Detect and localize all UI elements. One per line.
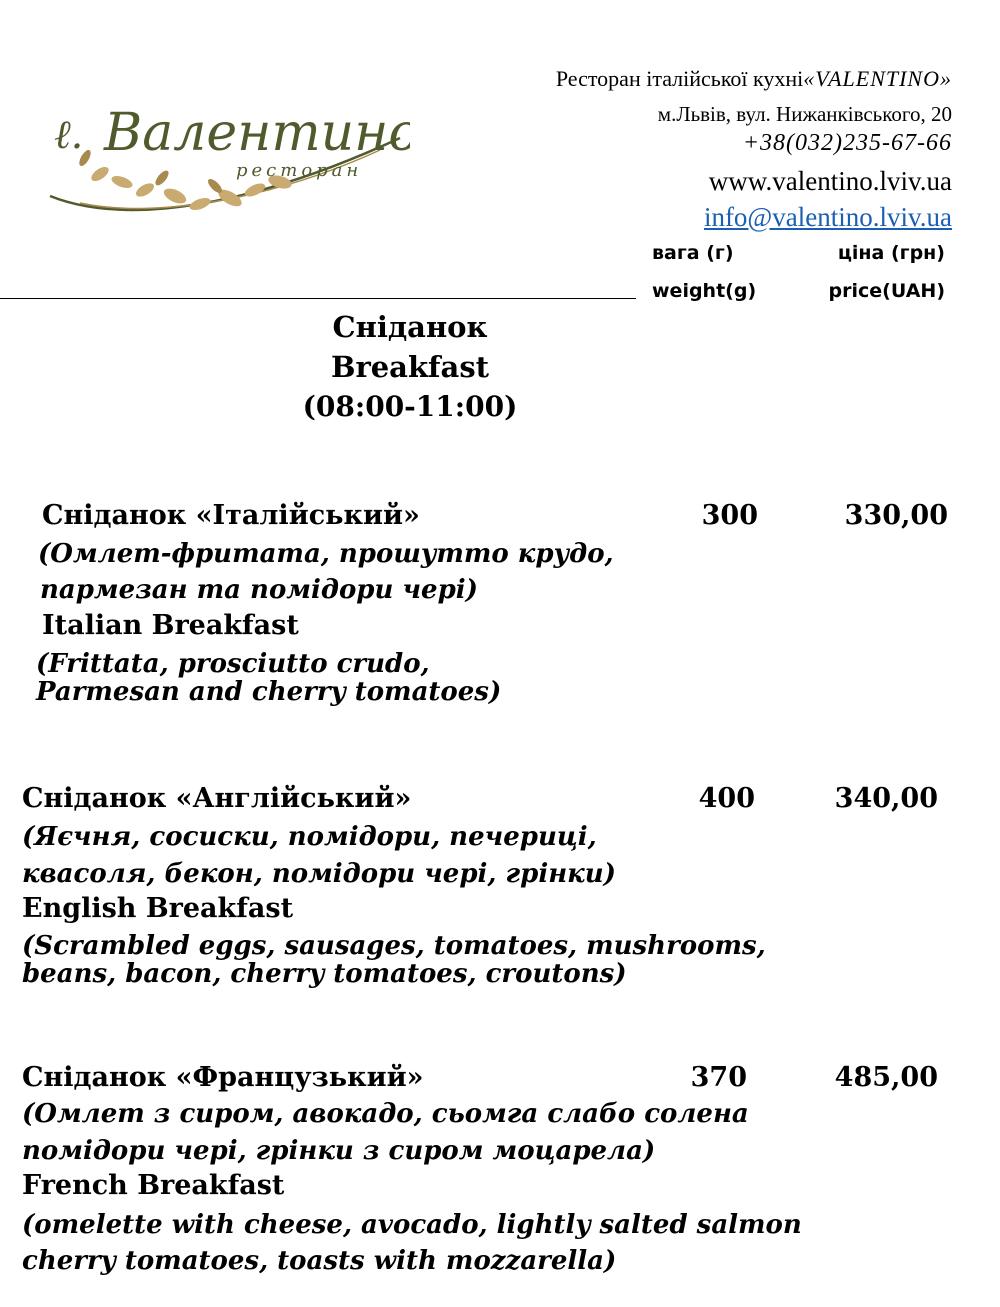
item-desc-uk-line2: квасоля, бекон, помідори черi, грінки): [22, 859, 616, 889]
logo-wordmark: Валентино: [104, 103, 410, 163]
email-link[interactable]: info@valentino.lviv.ua: [703, 202, 952, 232]
item-desc-uk-line2: пармезан та помідори черi): [40, 575, 478, 605]
item-weight: 300: [701, 500, 758, 531]
item-name-uk: Сніданок «Італійський»: [42, 500, 420, 531]
item-price: 330,00: [844, 500, 948, 531]
restaurant-brand: «VALENTINO»: [803, 66, 952, 91]
item-desc-en-line1: (omelette with cheese, avocado, lightly salted salmon: [22, 1210, 802, 1240]
item-name-en: French Breakfast: [22, 1170, 285, 1201]
item-desc-en-line1: (Scrambled eggs, sausages, tomatoes, mushrooms,: [22, 931, 766, 961]
price-header-uk: ціна (грн): [837, 242, 945, 264]
item-desc-uk-line1: (Омлет-фритата, прошутто крудо,: [38, 539, 614, 569]
price-header-en: price(UAH): [828, 280, 945, 302]
item-name-en: English Breakfast: [22, 893, 294, 924]
section-hours: (08:00-11:00): [302, 390, 518, 423]
item-desc-en-line2: Parmesan and cherry tomatoes): [36, 677, 502, 707]
item-price: 340,00: [834, 783, 938, 814]
weight-header-en: weight(g): [652, 280, 757, 302]
logo-subtitle: ресторан: [236, 160, 363, 181]
header-divider: [0, 298, 636, 299]
item-name-uk: Сніданок «Французький»: [22, 1062, 424, 1093]
item-name-en: Italian Breakfast: [42, 610, 299, 641]
item-desc-en-line1: (Frittata, prosciutto crudo,: [36, 649, 430, 679]
restaurant-logo: [40, 78, 410, 218]
restaurant-phone: +38(032)235-67-66: [742, 130, 952, 156]
item-desc-uk-line1: (Яєчня, сосиски, помідори, печериці,: [22, 822, 597, 852]
item-desc-uk-line2: помідори черi, грінки з сиром моцарела): [22, 1136, 656, 1166]
item-desc-en-line2: beans, bacon, cherry tomatoes, croutons): [22, 959, 627, 989]
item-weight: 400: [698, 783, 755, 814]
item-price: 485,00: [834, 1062, 938, 1093]
item-weight: 370: [690, 1062, 747, 1093]
item-desc-en-line2: cherry tomatoes, toasts with mozzarella): [22, 1246, 617, 1276]
restaurant-type: Ресторан італійської кухні: [555, 66, 804, 91]
section-title-en: Breakfast: [330, 350, 490, 384]
website-link[interactable]: www.valentino.lviv.ua: [708, 166, 952, 196]
section-title-uk: Сніданок: [332, 310, 488, 344]
restaurant-address: м.Львів, вул. Нижанківського, 20: [657, 102, 952, 126]
weight-header-uk: вага (г): [652, 242, 734, 264]
logo-letter: ℓ.: [54, 112, 84, 158]
item-name-uk: Сніданок «Англійський»: [22, 783, 412, 814]
olive-branch-icon: [40, 78, 410, 218]
restaurant-heading: [556, 66, 952, 92]
item-desc-uk-line1: (Омлет з сиром, авокадо, сьомга слабо солена: [22, 1099, 749, 1129]
